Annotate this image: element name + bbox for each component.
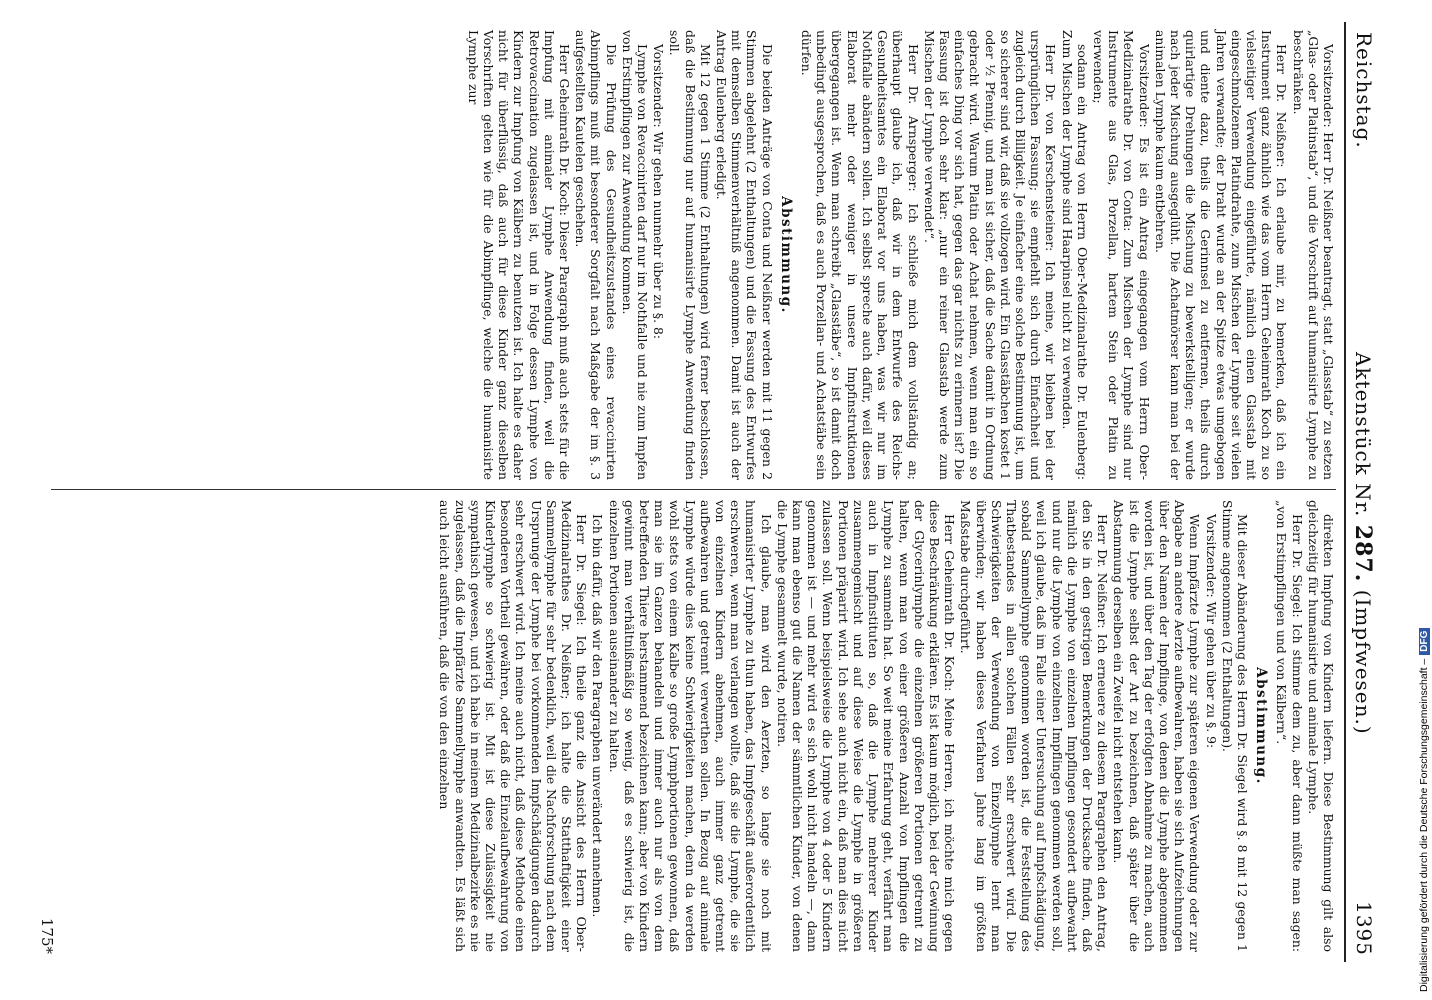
digitization-notice	[1418, 628, 1430, 992]
footer-sheet-number: 175*	[38, 917, 56, 954]
column-left	[465, 30, 1336, 480]
header-reichstag: Reichstag.	[1352, 32, 1376, 149]
page-header	[1344, 22, 1380, 962]
header-prefix: Aktenstück Nr.	[1351, 352, 1375, 518]
header-number: 287.	[1350, 524, 1376, 583]
paragraph: Mit dieser Abänderung des Herrn Dr. Siegel wird §. 8 mit 12 gegen 1 Stimme angenommen (2 Enthaltungen).	[1219, 500, 1250, 952]
header-suffix: (Impfwesen.)	[1351, 589, 1375, 735]
page-number: 1395	[1352, 901, 1376, 956]
paragraph: Vorsitzender: Es ist ein Antrag eingegangen vom Herrn Ober-Medizinalrathe Dr. von Conta: Zum Mischen der Lymphe sind nur Instrumente aus Glas, Porzellan, hartem Stein oder Platin zu verwenden;	[1090, 30, 1152, 480]
paragraph: Herr Dr. Siegel: Ich theile ganz die Ansicht des Herrn Ober-Medizinalrathes Dr. Neißner; ich halte die Statthaftigkeit einer Sammellymphe für sehr bedenklich, weil die Nachforschung nach dem Ursprunge der Lymphe bei vorkommenden Impfschädigungen dadurch sehr erschwert wird. Ich meine auch nicht, daß diese Methode einen besonderen Vortheil gewähren, oder daß die Einzelaufbewahrung von Kinderlymphe so schwierig ist. Mit ist diese Zulässigkeit nie sympathisch gewesen, und ich habe in meinem Medizinalbezirke es nie zugelassen, daß die Impfärzte Sammellymphe anwandten. Es läßt sich auch leicht ausführen, daß die von den einzelnen	[437, 500, 590, 952]
column-divider	[51, 489, 1336, 490]
section-heading: Abstimmung.	[777, 196, 794, 314]
section-heading: Abstimmung.	[1253, 667, 1270, 785]
paragraph: Mit 12 gegen 1 Stimme (2 Enthaltungen) wird ferner beschlossen, daß die Bestimmung nur auf humanisirte Lymphe Anwendung finden soll.	[667, 30, 713, 480]
header-document-title	[1350, 352, 1376, 735]
paragraph: sodann ein Antrag von Herrn Ober-Medizinalrathe Dr. Eulenberg: Zum Mischen der Lymphe sind Haarpinsel nicht zu verwenden.	[1059, 30, 1090, 480]
paragraph: direkten Impfung von Kindern liefern. Diese Bestimmung gilt also gleichzeitig für humanisirte und animale Lymphe.	[1305, 500, 1336, 952]
paragraph: Ich bin dafür, daß wir den Paragraphen unverändert annehmen.	[590, 514, 606, 918]
newspaper-page	[20, 22, 1380, 962]
paragraph: Vorsitzender: Wir gehen nunmehr über zu §. 8:	[651, 44, 667, 340]
paragraph: Herr Dr. Neißner: Ich erlaube mir, zu bemerken, daß ich ein Instrument ganz ähnlich wie das vom Herrn Geheimrath Koch zu so vielseitiger Verwendung eingeführte, nämlich einen Glasstab mit eingeschmolzenem Platindrahte, zum Mischen der Lymphe seit vielen Jahren verwandte; der Draht wurde an der Spitze etwas umgebogen und diente dazu, theils die Gerinnsel zu entfernen, theils durch quirlartige Drehungen die Mischung zu bewerkstelligen; er wurde nach jeder Mischung ausgeglüht. Die Achatmörser kann man bei der animalen Lymphe kaum entbehren.	[1152, 30, 1290, 480]
paragraph: Ich glaube, man wird den Aerzten, so lange sie noch mit humanisirter Lymphe zu thun haben, das Impfgeschäft außerordentlich erschweren, wenn man verlangen wollte, daß sie die Lymphe, die sie von einzelnen Kindern abnehmen, auch immer ganz getrennt aufbewahren und getrennt verwerthen sollen. In Bezug auf animale Lymphe würde dies keine Schwierigkeiten machen, denn da werden wohl stets von einem Kalbe so große Lymphportionen gewonnen, daß man sie im Ganzen behandeln und immer auch nur als von dem betreffenden Thiere herstammend bezeichnen kann; aber von Kindern gewinnt man verhältnißmäßig so wenig, daß es schwierig ist, die einzelnen Portionen auseinander zu halten.	[606, 500, 774, 952]
paragraph: Vorsitzender: Wir gehen über zu §. 9:	[1203, 514, 1219, 749]
paragraph: Herr Dr. von Kerschensteiner: Ich meine, wir bleiben bei der ursprünglichen Fassung; sie empfiehlt sich durch Einfachheit und zugleich durch Billigkeit. Je einfacher eine solche Bestimmung ist, um so sicherer sind wir, daß sie vollzogen wird. Ein Glasstäbchen kostet 1 oder ½ Pfennig, und man ist sicher, daß die Sache damit in Ordnung gebracht wird. Warum Platin oder Achat nehmen, wenn man ein so einfaches Ding vor sich hat, gegen das gar nichts zu erinnern ist? Die Fassung ist doch sehr klar: „nur ein reiner Glasstab werde zum Mischen der Lymphe verwendet“.	[921, 30, 1059, 480]
paragraph: Herr Dr. Neißner: Ich erneuere zu diesem Paragraphen den Antrag, den Sie in den gestrigen Bemerkungen der Drucksache finden, daß nämlich die Lymphe von einzelnen Impflingen gesondert aufbewahrt und nur die Lymphe von einzelnen Impflingen genommen werden soll, weil ich glaube, daß im Falle einer Untersuchung auf Impfschädigung, sobald Sammellymphe genommen worden ist, die Feststellung des Thatbestandes in allen solchen Fällen sehr erschwert wird. Die Schwierigkeiten der Verwendung von Einzellymphe lernt man überwinden; wir haben dieses Verfahren Jahre lang im größten Maßstabe durchgeführt.	[958, 500, 1111, 952]
paragraph: Herr Dr. Siegel: Ich stimme dem zu, aber dann müßte man sagen: „von Erstimpflingen und von Kälbern“.	[1274, 500, 1305, 952]
dfg-logo-badge: DFG	[1419, 628, 1430, 655]
paragraph: Wenn Impfärzte Lymphe zur späteren eigenen Verwendung oder zur Abgabe an andere Aerzte aufbewahren, haben sie sich Aufzeichnungen über den Namen der Impflinge, von denen die Lymphe abgenommen worden ist, und über den Tag der erfolgten Abnahme zu machen, auch ist die Lymphe selbst der Art zu bezeichnen, daß später über die Abstammung derselben ein Zweifel nicht entstehen kann.	[1111, 500, 1203, 952]
paragraph: Herr Geheimrath Dr. Koch: Meine Herren, ich möchte mich gegen diese Beschränkung erklären. Es ist kaum möglich, bei der Gewinnung der Glycerinlymphe die einzelnen größeren Portionen getrennt zu halten, wenn man von einer größeren Anzahl von Impflingen die Lymphe zu sammeln hat. So weit meine Erfahrung geht, verfährt man auch in Impfinstituten so, daß die Lymphe mehrerer Kinder zusammengemischt und auf diese Weise die Lymphe in größeren Portionen präparirt wird. Ich sehe auch nicht ein, daß man dies nicht zulassen soll. Wenn beispielsweise die Lymphe von 4 oder 5 Kindern genommen ist — und mehr wird es sich wohl nicht handeln —, dann kann man ebenso gut die Namen der sämmtlichen Kinder, von denen die Lymphe gesammelt wurde, notiren.	[774, 500, 958, 952]
paragraph: Lymphe von Revaccinirten darf nur im Nothfalle und nie zum Impfen von Erstimpflingen zur Anwendung kommen.	[619, 30, 651, 480]
digitization-text: Digitalisierung gefördert durch die Deutsche Forschungsgemeinschaft –	[1418, 658, 1430, 992]
paragraph: Herr Geheimrath Dr. Koch: Dieser Paragraph muß auch stets für die Impfung mit animaler Lymphe Anwendung finden, weil die Retrovaccination zugelassen ist, und in Folge dessen Lymphe von Kindern zur Impfung von Kälbern zu benutzen ist. Ich halte es daher nicht für überflüssig, daß auch für diese Kinder ganz dieselben Vorschriften gelten wie für die Abimpflinge, welche die humanisirte Lymphe zur	[465, 30, 573, 480]
paragraph: Vorsitzender: Herr Dr. Neißner beantragt, statt „Glasstab“ zu setzen „Glas- oder Platinstab“, und die Vorschrift auf humanisirte Lymphe zu beschränken.	[1290, 30, 1336, 480]
paragraph: Herr Dr. Arnsperger: Ich schließe mich dem vollständig an; überhaupt glaube ich, daß wir in dem Entwurfe des Reichs-Gesundheitsamtes ein Elaborat vor uns haben, was wir nur im Nothfalle abändern sollen. Ich selbst spreche auch dafür, weil dieses Elaborat mehr oder weniger in unsere Impfinstruktionen übergegangen ist. Wenn man schreibt „Glasstäbe“, so ist damit doch unbedingt ausgesprochen, daß es auch Porzellan- und Achatstäbe sein dürfen.	[799, 30, 921, 480]
paragraph: Die beiden Anträge von Conta und Neißner werden mit 11 gegen 2 Stimmen abgelehnt (2 Enthaltungen) und die Fassung des Entwurfes mit demselben Stimmenverhältniß angenommen. Damit ist auch der Antrag Eulenberg erledigt.	[714, 30, 775, 480]
column-right	[436, 500, 1336, 952]
paragraph: Die Prüfung des Gesundheitszustandes eines revaccinirten Abimpflings muß mit besonderer Sorgfalt nach Maßgabe der im §. 3 aufgestellten Kautelen geschehen.	[573, 30, 619, 480]
